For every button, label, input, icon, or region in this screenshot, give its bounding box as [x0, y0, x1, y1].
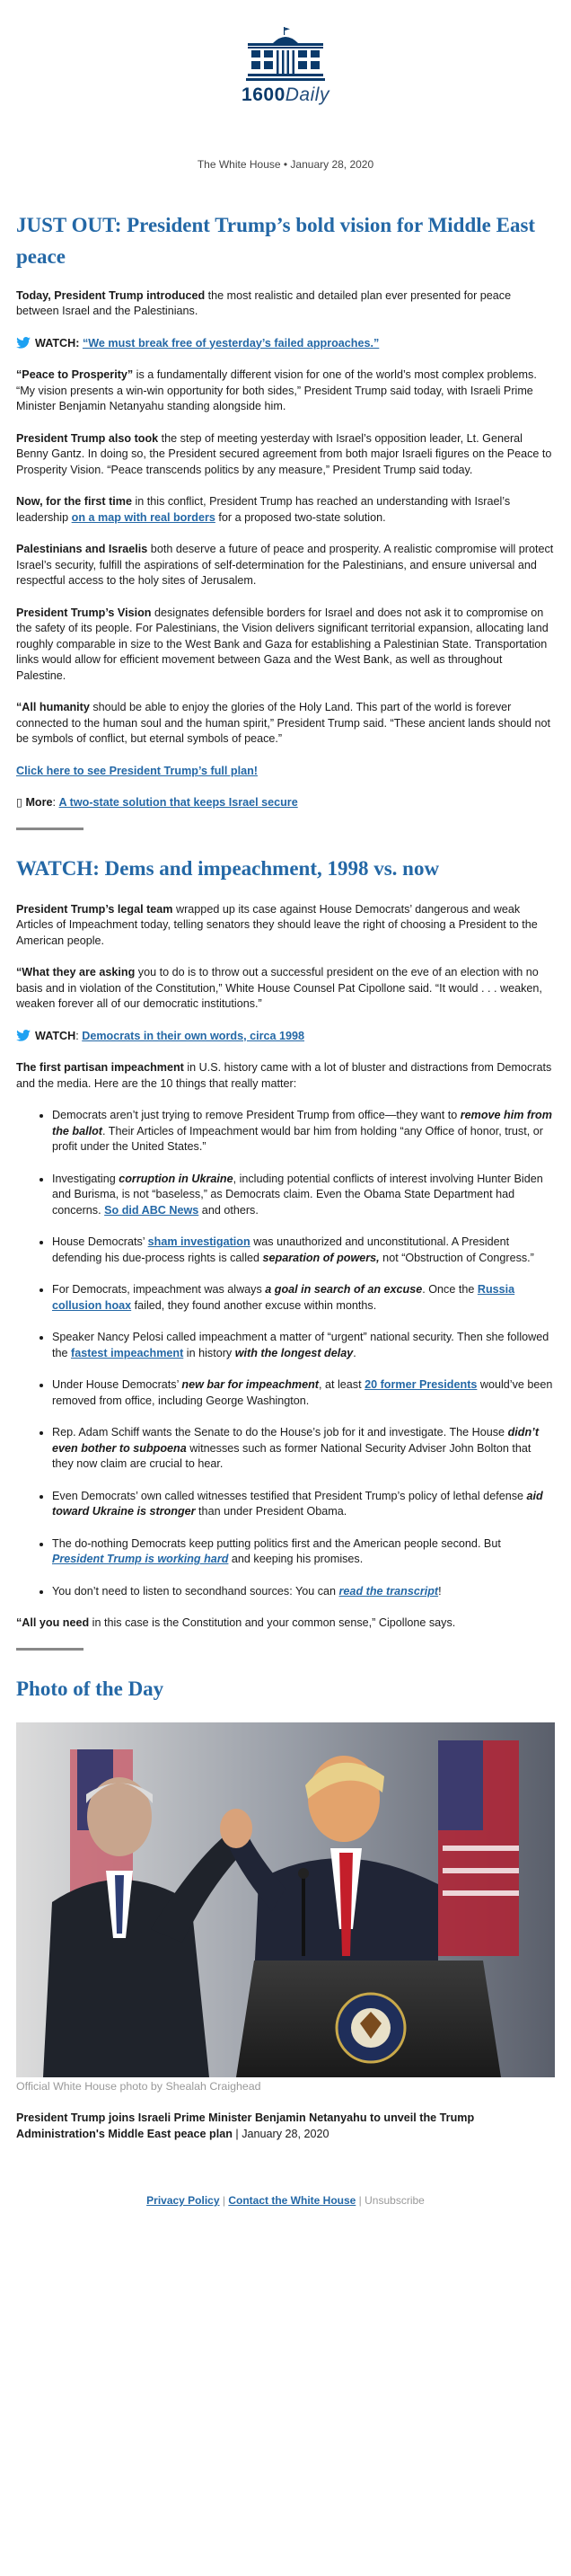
list-item: • The do-nothing Democrats keep putting politics first and the American people second. But President Trump is working hard and keeping his promises. — [52, 1536, 555, 1568]
paragraph: “What they are asking you to do is to throw out a successful president on the eve of an election with no basis and in violation of the Constitution,” White House Counsel Pat Cipollone said. “It would . . . weaken, weaken forever all of our democratic institutions.” — [16, 966, 542, 1010]
section-title-impeachment: WATCH: Dems and impeachment, 1998 vs. now — [16, 856, 440, 880]
more-line: ▯ More: A two-state solution that keeps Israel secure — [16, 796, 298, 809]
unsubscribe-link[interactable]: Unsubscribe — [365, 2194, 425, 2207]
photo-credit: Official White House photo by Shealah Craighead — [16, 2079, 261, 2093]
list-item: • Speaker Nancy Pelosi called impeachment a matter of “urgent” national security. Then she followed the fastest impeachment in history with the longest delay. — [52, 1330, 555, 1361]
paragraph: Palestinians and Israelis both deserve a future of peace and prosperity. A realistic compromise will protect Israel’s security, fulfill the aspirations of self-determination for the Palestinians, and ensure universal and respectful access to the holy sites of Jerusalem. — [16, 543, 554, 587]
list-item: • Investigating corruption in Ukraine, including potential conflicts of interest involving Hunter Biden and Burisma, is not “baseless,” as Democrats claim. Even the Obama State Department had concerns. So did ABC News and others. — [52, 1172, 555, 1219]
more-icon: ▯ — [16, 796, 22, 809]
dateline: The White House • January 28, 2020 — [197, 158, 374, 171]
paragraph: Today, President Trump introduced the most realistic and detailed plan ever presented for peace between Israel and the Palestinians. — [16, 288, 512, 317]
abc-news-link[interactable]: So did ABC News — [104, 1203, 199, 1217]
section-title-middle-east: JUST OUT: President Trump’s bold vision for Middle East peace — [16, 213, 536, 268]
list-item: • Even Democrats’ own called witnesses testified that President Trump’s policy of lethal defense aid toward Ukraine is stronger than under President Obama. — [52, 1489, 555, 1520]
paragraph: President Trump’s legal team wrapped up its case against House Democrats’ dangerous and weak Articles of Impeachment today, telling senators they should leave the right of choosing a President to the American people. — [16, 902, 538, 947]
former-presidents-link[interactable]: 20 former Presidents — [365, 1378, 478, 1391]
paragraph: Now, for the first time in this conflict, President Trump has reached an understanding with Israel’s leadership on a map with real borders for a proposed two-state solution. — [16, 495, 511, 524]
watch-video-link[interactable]: “We must break free of yesterday’s failed approaches.” — [82, 336, 380, 350]
paragraph: “Peace to Prosperity” is a fundamentally different vision for one of the world’s most complex problems. “My vision presents a win-win opportunity for both sides,” President Trump said today, with Israeli Prime Minister Benjamin Netanyahu standing alongside him. — [16, 368, 537, 412]
list-item: • Under House Democrats’ new bar for impeachment, at least 20 former Presidents would’ve been removed from office, including George Washington. — [52, 1377, 555, 1409]
list-item: • Democrats aren’t just trying to remove President Trump from office—they want to remove him from the ballot. Their Articles of Impeachment would bar him from holding “any Office of honor, trust, or profit under the United States.” — [52, 1108, 555, 1155]
brand-logo: 1600Daily — [242, 84, 329, 105]
twitter-icon — [16, 337, 31, 349]
working-hard-link[interactable]: President Trump is working hard — [52, 1553, 229, 1565]
map-link[interactable]: on a map with real borders — [71, 510, 215, 524]
two-state-link[interactable]: A two-state solution that keeps Israel secure — [58, 796, 298, 809]
masthead — [16, 0, 555, 157]
watch-line: WATCH: Democrats in their own words, circa 1998 — [16, 1029, 555, 1045]
photo-caption: President Trump joins Israeli Prime Minister Benjamin Netanyahu to unveil the Trump Administration's Middle East peace plan | January 28, 2020 — [16, 2111, 475, 2140]
full-plan-link[interactable]: Click here to see President Trump’s full plan! — [16, 764, 258, 777]
fastest-impeachment-link[interactable]: fastest impeachment — [71, 1346, 184, 1359]
footer: Privacy Policy | Contact the White House | Unsubscribe — [146, 2194, 425, 2207]
list-item: • You don’t need to listen to secondhand sources: You can read the transcript! — [52, 1584, 555, 1600]
paragraph: “All humanity should be able to enjoy the glories of the Holy Land. This part of the world is forever connected to the human soul and the human spirit,” President Trump said. “These ancient lands should not be symbols of conflict, but eternal symbols of peace.” — [16, 701, 551, 745]
sham-investigation-link[interactable]: sham investigation — [147, 1235, 250, 1248]
photo-of-the-day — [16, 1722, 555, 2077]
divider — [16, 828, 83, 830]
list-item: • For Democrats, impeachment was always a goal in search of an excuse. Once the Russia collusion hoax failed, they found another excuse within months. — [52, 1282, 555, 1314]
paragraph: “All you need in this case is the Constitution and your common sense,” Cipollone says. — [16, 1616, 456, 1629]
dems-1998-link[interactable]: Democrats in their own words, circa 1998 — [82, 1029, 305, 1042]
watch-line: WATCH: “We must break free of yesterday’s failed approaches.” — [16, 336, 555, 352]
paragraph: President Trump’s Vision designates defensible borders for Israel and does not ask it to compromise on the safety of its people. For Palestinians, the Vision delivers significant territorial expansion, allocating land roughly comparable in size to the West Bank and Gaza for establishing a Palestinian State. Transportation links would allow for efficient movement between Gaza and the West Bank, as well as throughout Palestine. — [16, 606, 549, 682]
paragraph: The first partisan impeachment in U.S. history came with a lot of bluster and distractions from Democrats and the media. Here are the 10 things that really matter: — [16, 1061, 552, 1090]
russia-hoax-link[interactable]: Russia collusion hoax — [52, 1283, 515, 1312]
paragraph: President Trump also took the step of meeting yesterday with Israel’s opposition leader, Lt. General Benny Gantz. In doing so, the President secured agreement from both major Israeli figures on the Peace to Prosperity Vision. “Peace transcends politics by any measure,” President Trump said today. — [16, 431, 552, 476]
white-house-icon — [246, 27, 325, 83]
list-item: • Rep. Adam Schiff wants the Senate to do the House’s job for it and investigate. The House didn’t even bother to subpoena witnesses such as former National Security Adviser John Bolton that they now claim are crucial to hear. — [52, 1425, 555, 1473]
email-body — [16, 0, 555, 2207]
section-title-photo: Photo of the Day — [16, 1677, 164, 1700]
divider — [16, 1648, 83, 1651]
contact-link[interactable]: Contact the White House — [228, 2194, 356, 2207]
cta-line — [16, 764, 555, 780]
twitter-icon — [16, 1030, 31, 1041]
list-item: • House Democrats’ sham investigation was unauthorized and unconstitutional. A President defending his due-process rights is called separation of powers, not “Obstruction of Congress.” — [52, 1235, 555, 1266]
privacy-policy-link[interactable]: Privacy Policy — [146, 2194, 220, 2207]
ten-things-list — [16, 1108, 555, 1599]
transcript-link[interactable]: read the transcript — [338, 1584, 439, 1598]
